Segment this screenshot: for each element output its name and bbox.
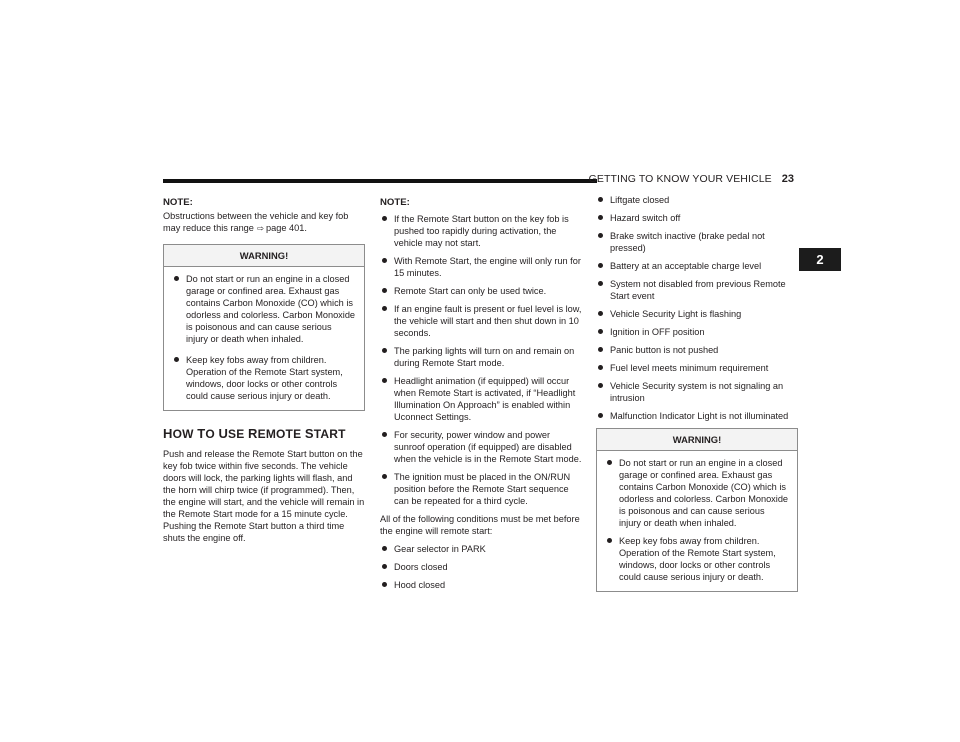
condition-item: Brake switch inactive (brake pedal not pressed)	[596, 230, 798, 254]
note-item: With Remote Start, the engine will only run for 15 minutes.	[380, 255, 582, 279]
bullet-icon	[174, 357, 179, 362]
bullet-icon	[598, 281, 603, 286]
page-header	[588, 171, 794, 187]
bullet-icon	[607, 460, 612, 465]
bullet-icon	[382, 432, 387, 437]
condition-item: Liftgate closed	[596, 194, 798, 206]
page-reference-arrow-icon: ⇨	[256, 223, 265, 233]
warning-item: Keep key fobs away from children. Operation of the Remote Start system, windows, door locks or other controls could cause serious injury or death.	[172, 354, 356, 402]
warning-list	[164, 267, 364, 410]
condition-item: Vehicle Security Light is flashing	[596, 308, 798, 320]
bullet-icon	[598, 347, 603, 352]
warning-title: WARNING!	[164, 245, 364, 267]
bullet-icon	[382, 288, 387, 293]
bullet-icon	[174, 276, 179, 281]
bullet-icon	[382, 258, 387, 263]
condition-item: Gear selector in PARK	[380, 543, 582, 555]
condition-item: Fuel level meets minimum requirement	[596, 362, 798, 374]
column-left	[163, 197, 365, 544]
column-right	[596, 194, 798, 592]
note-item: For security, power window and power sunroof operation (if equipped) are disabled when the vehicle is in the Remote Start mode.	[380, 429, 582, 465]
bullet-icon	[598, 383, 603, 388]
header-rule	[163, 179, 597, 183]
bullet-icon	[598, 197, 603, 202]
bullet-icon	[598, 329, 603, 334]
bullet-icon	[598, 365, 603, 370]
condition-item: Malfunction Indicator Light is not illuminated	[596, 410, 798, 422]
warning-box	[596, 428, 798, 592]
note-list	[380, 213, 582, 507]
bullet-icon	[607, 538, 612, 543]
column-middle	[380, 197, 582, 597]
bullet-icon	[598, 215, 603, 220]
warning-item: Do not start or run an engine in a closed garage or confined area. Exhaust gas contains Carbon Monoxide (CO) which is odorless and colorless. Carbon Monoxide is poisonous and can cause serious injury or death when inhaled.	[605, 457, 789, 529]
bullet-icon	[382, 306, 387, 311]
bullet-icon	[382, 546, 387, 551]
bullet-icon	[382, 348, 387, 353]
condition-item: Hazard switch off	[596, 212, 798, 224]
bullet-icon	[382, 564, 387, 569]
bullet-icon	[598, 233, 603, 238]
note-item: If the Remote Start button on the key fob is pushed too rapidly during activation, the vehicle may not start.	[380, 213, 582, 249]
page-reference-link[interactable]: page 401.	[266, 223, 307, 233]
chapter-tab[interactable]: 2	[799, 248, 841, 271]
warning-list	[597, 451, 797, 591]
page-number: 23	[781, 173, 794, 185]
condition-item: Vehicle Security system is not signaling an intrusion	[596, 380, 798, 404]
condition-item: System not disabled from previous Remote Start event	[596, 278, 798, 302]
bullet-icon	[382, 582, 387, 587]
warning-box	[163, 244, 365, 411]
condition-item: Ignition in OFF position	[596, 326, 798, 338]
conditions-list	[380, 543, 582, 591]
section-heading: HOW TO USE REMOTE START	[163, 426, 346, 441]
note-heading: NOTE:	[380, 197, 410, 208]
header-section-title: GETTING TO KNOW YOUR VEHICLE	[588, 173, 772, 185]
condition-item: Battery at an acceptable charge level	[596, 260, 798, 272]
body-paragraph: Push and release the Remote Start button on the key fob twice within five seconds. The vehicle doors will lock, the parking lights will flash, and the horn will chirp twice (if programmed). Then, the engine will start, and the vehicle will remain in the Remote Start mode for a 15 minute cycle. Pushing the Remote Start button a third time shuts the engine off.	[163, 449, 365, 543]
note-item: The ignition must be placed in the ON/RUN position before the Remote Start sequence can be repeated for a third cycle.	[380, 471, 582, 507]
warning-item: Keep key fobs away from children. Operation of the Remote Start system, windows, door locks or other controls could cause serious injury or death.	[605, 535, 789, 583]
bullet-icon	[382, 216, 387, 221]
warning-item: Do not start or run an engine in a closed garage or confined area. Exhaust gas contains Carbon Monoxide (CO) which is odorless and colorless. Carbon Monoxide is poisonous and can cause serious injury or death when inhaled.	[172, 273, 356, 345]
warning-title: WARNING!	[597, 429, 797, 451]
condition-item: Doors closed	[380, 561, 582, 573]
note-text: Obstructions between the vehicle and key fob may reduce this range ⇨ page 401.	[163, 211, 349, 233]
condition-item: Hood closed	[380, 579, 582, 591]
conditions-intro: All of the following conditions must be met before the engine will remote start:	[380, 514, 580, 536]
note-item: The parking lights will turn on and remain on during Remote Start mode.	[380, 345, 582, 369]
bullet-icon	[598, 311, 603, 316]
bullet-icon	[382, 474, 387, 479]
note-item: Remote Start can only be used twice.	[380, 285, 582, 297]
note-item: If an engine fault is present or fuel level is low, the vehicle will start and then shut down in 10 seconds.	[380, 303, 582, 339]
bullet-icon	[598, 263, 603, 268]
note-item: Headlight animation (if equipped) will occur when Remote Start is activated, if “Headlight Illumination On Approach” is enabled within Uconnect Settings.	[380, 375, 582, 423]
condition-item: Panic button is not pushed	[596, 344, 798, 356]
conditions-list-continued	[596, 194, 798, 422]
bullet-icon	[598, 413, 603, 418]
bullet-icon	[382, 378, 387, 383]
note-heading: NOTE:	[163, 197, 193, 208]
